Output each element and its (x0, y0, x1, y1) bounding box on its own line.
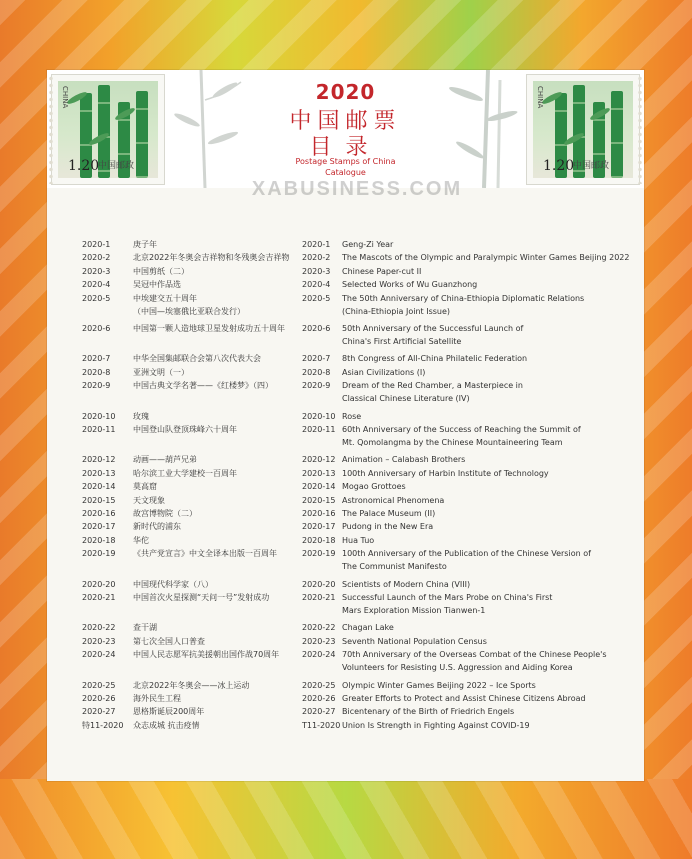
issue-title-chinese: 中埃建交五十周年 (133, 293, 197, 303)
issue-title-english: Pudong in the New Era (342, 522, 434, 532)
issue-number-en: 2020-14 (302, 482, 336, 492)
issue-title-english: Astronomical Phenomena (342, 495, 445, 505)
catalogue-title-english: Postage Stamps of China (295, 157, 396, 166)
issue-title-chinese: 动画——葫芦兄弟 (133, 455, 197, 465)
issue-title-chinese: 中国古典文学名著——《红楼梦》（四） (133, 381, 273, 391)
issue-title-english: Chagan Lake (342, 623, 394, 633)
issue-number-en: 2020-20 (302, 579, 336, 589)
issue-number-cn: 2020-15 (82, 495, 116, 505)
issue-title-english: The Palace Museum (II) (342, 509, 436, 518)
issue-number-cn: 2020-25 (82, 680, 116, 690)
issue-title-english: Mogao Grottoes (342, 482, 406, 492)
issue-number-en: 2020-12 (302, 455, 336, 465)
issue-title-english: 70th Anniversary of the Overseas Combat of the Chinese People's (342, 650, 607, 660)
issue-title-english: Greater Efforts to Protect and Assist Chinese Citizens Abroad (342, 694, 586, 703)
issue-title-english: Hua Tuo (342, 535, 375, 545)
issue-number-cn: 2020-1 (82, 240, 111, 249)
issue-number-cn: 特11-2020 (82, 720, 124, 730)
issue-number-en: 2020-15 (302, 495, 336, 505)
stamp-art-bamboo (533, 81, 633, 178)
issue-title-chinese: 哈尔滨工业大学建校一百周年 (133, 468, 237, 478)
issue-title-chinese: 北京2022年冬奥会——冰上运动 (133, 680, 250, 690)
issue-number-en: 2020-5 (302, 293, 331, 303)
catalogue-sheet (47, 70, 644, 781)
issue-number-cn: 2020-26 (82, 694, 116, 703)
issue-title-english-line2: Volunteers for Resisting U.S. Aggression and Aiding Korea (342, 663, 573, 673)
issue-number-en: 2020-26 (302, 694, 336, 703)
stamp-country: CHINA (536, 86, 544, 109)
issue-number-cn: 2020-9 (82, 381, 111, 391)
issue-number-cn: 2020-7 (82, 354, 111, 364)
perforation-right (638, 75, 642, 184)
issue-title-english: Scientists of Modern China (VIII) (342, 579, 471, 589)
issue-title-chinese: 吴冠中作品选 (133, 280, 181, 290)
issue-title-english: Bicentenary of the Birth of Friedrich Engels (342, 707, 515, 717)
catalogue-subtitle-english: Catalogue (325, 168, 366, 177)
catalogue-year: 2020 (315, 80, 376, 104)
issue-number-cn: 2020-20 (82, 579, 116, 589)
issue-title-chinese: 恩格斯诞辰200周年 (133, 707, 205, 717)
stamp-post-name: 中国邮政 (98, 161, 135, 171)
issue-number-cn: 2020-4 (82, 280, 111, 290)
issue-number-cn: 2020-14 (82, 482, 116, 492)
issue-title-english: Selected Works of Wu Guanzhong (342, 280, 478, 290)
issue-title-english-line2: The Communist Manifesto (342, 562, 447, 572)
stamp-right (526, 74, 640, 185)
issue-title-chinese: 故宫博物院（二） (133, 509, 197, 518)
issue-title-english-line2: Classical Chinese Literature (IV) (342, 394, 470, 404)
issue-title-chinese: 新时代的浦东 (133, 522, 181, 532)
issue-title-chinese: 第七次全国人口普查 (133, 636, 205, 646)
issue-title-english: Successful Launch of the Mars Probe on China's First (342, 593, 553, 602)
issue-title-english: Animation – Calabash Brothers (342, 455, 466, 465)
issue-title-chinese: 天文现象 (133, 495, 165, 505)
catalogue-title-block (167, 70, 524, 188)
issue-title-chinese: 中国剪纸（二） (133, 266, 189, 276)
issue-number-en: 2020-2 (302, 253, 331, 263)
stamp-country: CHINA (61, 86, 69, 109)
issue-title-english: Union Is Strength in Fighting Against COVID-19 (342, 720, 530, 730)
issue-title-chinese: 众志成城 抗击疫情 (133, 720, 200, 730)
issue-title-chinese: 亚洲文明（一） (133, 367, 189, 377)
issue-title-english: Asian Civilizations (I) (342, 367, 426, 377)
bamboo-stalk (611, 91, 623, 178)
stamp-post-name: 中国邮政 (573, 161, 610, 171)
issue-title-chinese: 中国登山队登顶珠峰六十周年 (133, 425, 237, 434)
issue-title-english: 100th Anniversary of Harbin Institute of Technology (342, 468, 549, 478)
issue-number-en: 2020-23 (302, 636, 336, 646)
issue-number-cn: 2020-11 (82, 425, 116, 434)
issue-number-en: 2020-21 (302, 593, 336, 602)
issue-title-english: 50th Anniversary of the Successful Launch of (342, 324, 524, 333)
decorative-border-bottom (0, 779, 692, 859)
issue-number-cn: 2020-22 (82, 623, 116, 633)
issue-title-chinese: 《共产党宣言》中文全译本出版一百周年 (133, 549, 277, 559)
issue-title-english: Olympic Winter Games Beijing 2022 – Ice Sports (342, 680, 536, 690)
issue-number-cn: 2020-3 (82, 266, 111, 276)
issue-title-chinese: 玫瑰 (133, 411, 149, 421)
issue-title-chinese: 华佗 (133, 535, 149, 545)
issue-number-en: 2020-11 (302, 425, 336, 434)
watermark: XABUSINESS.COM (251, 178, 463, 200)
issue-number-en: 2020-25 (302, 680, 336, 690)
issue-number-en: 2020-3 (302, 266, 331, 276)
issue-title-chinese: 中国人民志愿军抗美援朝出国作战70周年 (133, 650, 280, 660)
issue-number-en: 2020-16 (302, 509, 336, 518)
issue-title-english: The 50th Anniversary of China-Ethiopia Diplomatic Relations (342, 293, 585, 303)
issue-title-chinese-line2: （中国—埃塞俄比亚联合发行） (133, 306, 245, 316)
issue-title-chinese: 查干湖 (133, 623, 157, 633)
issue-number-en: 2020-4 (302, 280, 331, 290)
catalogue-title-chinese: 中国邮票 (289, 109, 402, 134)
issue-title-english: The Mascots of the Olympic and Paralympic Winter Games Beijing 2022 (342, 253, 630, 263)
issue-number-cn: 2020-27 (82, 707, 116, 717)
issue-number-cn: 2020-8 (82, 367, 111, 377)
issue-number-en: 2020-22 (302, 623, 336, 633)
issue-title-english: Seventh National Population Census (342, 636, 487, 646)
stamp-art-bamboo (58, 81, 158, 178)
issue-number-cn: 2020-16 (82, 509, 116, 518)
issue-number-cn: 2020-19 (82, 549, 116, 559)
issue-title-chinese: 中国现代科学家（八） (133, 579, 213, 589)
issue-number-en: 2020-18 (302, 535, 336, 545)
issue-number-en: 2020-13 (302, 468, 336, 478)
issue-number-en: 2020-17 (302, 522, 336, 532)
issue-title-english: Chinese Paper-cut II (342, 266, 422, 276)
issue-number-cn: 2020-2 (82, 253, 111, 263)
issue-number-en: 2020-24 (302, 650, 336, 660)
catalogue-subtitle-chinese: 目录 (309, 135, 382, 160)
issue-title-english-line2: Mt. Qomolangma by the Chinese Mountaineering Team (342, 438, 563, 447)
issue-title-chinese: 庚子年 (133, 240, 157, 249)
issue-number-cn: 2020-13 (82, 468, 116, 478)
issue-number-en: 2020-9 (302, 381, 331, 391)
issue-title-english: Rose (342, 411, 362, 421)
issue-number-en: 2020-6 (302, 324, 331, 333)
issue-title-chinese: 北京2022年冬奥会吉祥物和冬残奥会吉祥物 (133, 253, 290, 263)
issue-number-en: 2020-10 (302, 411, 336, 421)
issue-number-cn: 2020-17 (82, 522, 116, 532)
stamp-denomination: 1.20 (68, 158, 100, 174)
issue-number-cn: 2020-12 (82, 455, 116, 465)
issue-title-english-line2: China's First Artificial Satellite (342, 337, 462, 346)
issue-number-cn: 2020-5 (82, 293, 111, 303)
issue-number-cn: 2020-6 (82, 324, 111, 333)
issue-title-english-line2: (China-Ethiopia Joint Issue) (342, 306, 451, 316)
perforation-left (49, 75, 53, 184)
issue-title-chinese: 莫高窟 (133, 482, 157, 492)
issue-number-en: T11-2020 (302, 720, 341, 730)
issue-title-english-line2: Mars Exploration Mission Tianwen-1 (342, 606, 486, 615)
issue-number-en: 2020-19 (302, 549, 336, 559)
issue-number-en: 2020-27 (302, 707, 336, 717)
issue-number-cn: 2020-23 (82, 636, 116, 646)
issue-number-cn: 2020-21 (82, 593, 116, 602)
issue-number-cn: 2020-24 (82, 650, 116, 660)
issue-title-english: Geng-Zi Year (342, 240, 394, 249)
issue-title-english: 60th Anniversary of the Success of Reaching the Summit of (342, 425, 581, 434)
bamboo-stalk (136, 91, 148, 178)
issue-title-chinese: 中华全国集邮联合会第八次代表大会 (133, 354, 261, 364)
issue-title-chinese: 中国首次火星探测“天问一号”发射成功 (133, 593, 270, 602)
issue-number-cn: 2020-10 (82, 411, 116, 421)
issue-number-cn: 2020-18 (82, 535, 116, 545)
issue-title-english: 100th Anniversary of the Publication of the Chinese Version of (342, 549, 591, 559)
stamp-left (51, 74, 165, 185)
issue-number-en: 2020-7 (302, 354, 331, 364)
issue-title-english: Dream of the Red Chamber, a Masterpiece in (342, 381, 523, 391)
issue-title-chinese: 中国第一颗人造地球卫星发射成功五十周年 (133, 324, 285, 333)
sheet-header (47, 70, 644, 188)
issue-number-en: 2020-1 (302, 240, 331, 249)
issue-number-en: 2020-8 (302, 367, 331, 377)
issue-title-chinese: 海外民生工程 (133, 694, 181, 703)
issue-title-english: 8th Congress of All-China Philatelic Federation (342, 354, 528, 364)
stamp-denomination: 1.20 (543, 158, 575, 174)
